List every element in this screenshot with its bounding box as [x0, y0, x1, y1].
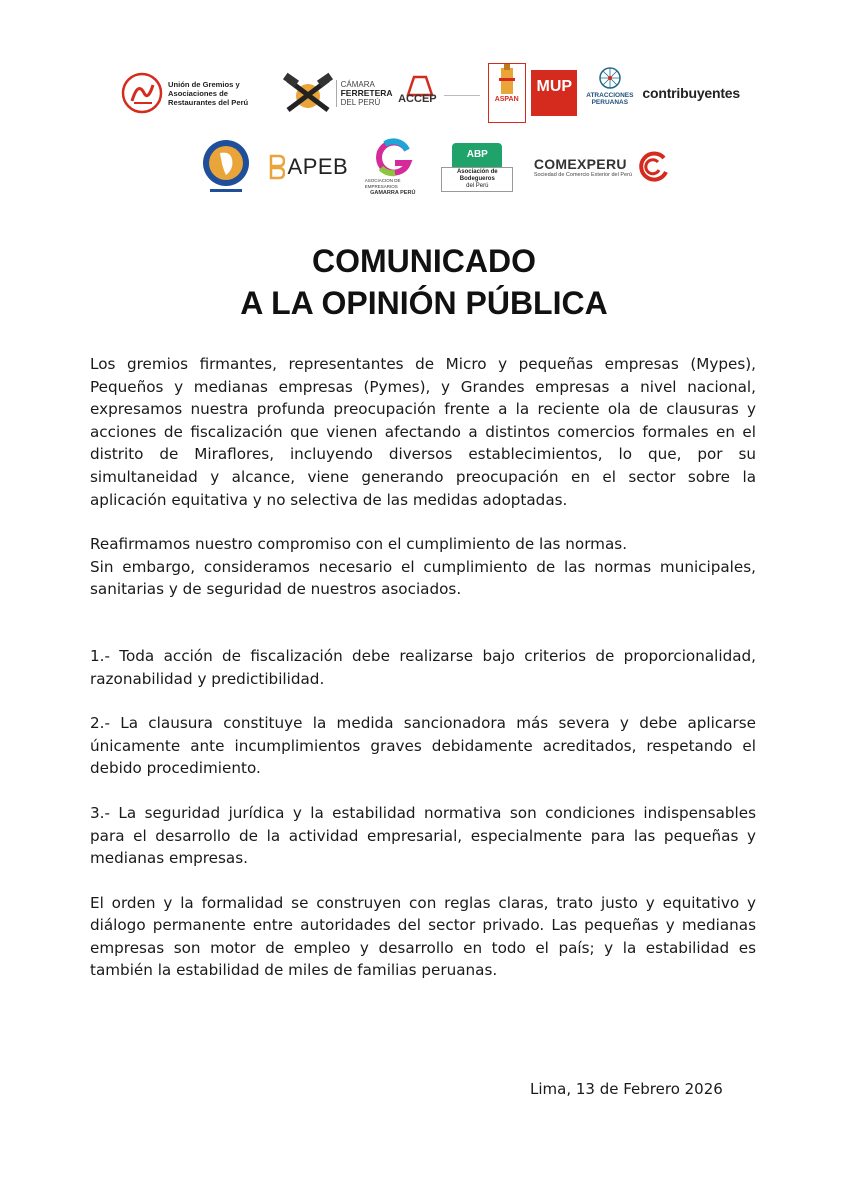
mup-block [531, 70, 577, 116]
accep-name: ACCEP [398, 93, 437, 105]
intro-paragraph: Los gremios firmantes, representantes de Micro y pequeñas empresas (Mypes), Pequeños y medianas empresas (Pymes), y Grandes empresas a nivel nacional, expresamos nuestra profunda preocupación frente a la reciente ola de clausuras y acciones de fiscalización que vienen afectando a distintos comercios formales en el distrito de Miraflores, incluyendo diversos establecimientos, lo que, por su simultaneidad y alcance, viene generando preocupación en el sector sobre la aplicación equitativa y no selectiva de las medidas adoptadas. [90, 355, 756, 509]
page-title [0, 240, 848, 324]
apeb-mark-icon [269, 154, 285, 180]
spacer [90, 601, 756, 645]
sin-embargo-paragraph: Sin embargo, consideramos necesario el cumplimiento de las normas municipales, sanitarias y de seguridad de nuestros asociados. [90, 557, 756, 599]
camara-line2: FERRETERA [340, 87, 393, 98]
comexperu-name: COMEXPERU [533, 156, 627, 172]
aspan-tower-icon [495, 64, 519, 96]
gamarra-line2: GAMARRA PERÚ [370, 190, 416, 196]
gremios-restaurantes-logo [120, 71, 276, 115]
atracciones-logo [583, 66, 637, 120]
comexperu-subtitle: Sociedad de Comercio Exterior del Perú [533, 172, 632, 178]
spacer [90, 511, 756, 533]
logos-row-bottom [200, 132, 670, 202]
spacer [90, 780, 756, 802]
spacer [90, 870, 756, 892]
bodegueros-line2: del Perú [466, 182, 489, 189]
title-line2: A LA OPINIÓN PÚBLICA [240, 285, 608, 321]
accep-wrap [398, 73, 482, 113]
title-line1: COMUNICADO [312, 243, 536, 279]
contribuyentes-name: contribuyentes [642, 85, 740, 101]
gamarra-logo [365, 138, 421, 196]
date-line: Lima, 13 de Febrero 2026 [530, 1080, 723, 1098]
gremios-emblem-icon [120, 71, 164, 115]
apeb-logo [269, 154, 349, 180]
bodegueros-line1: Asociación de Bodegueros [456, 168, 498, 182]
accep-logo [398, 73, 482, 113]
atracciones-line1: ATRACCIONES [586, 92, 634, 99]
point-1: 1.- Toda acción de fiscalización debe realizarse bajo criterios de proporcionalidad, razonabilidad y predictibilidad. [90, 646, 756, 688]
reafirmamos-paragraph: Reafirmamos nuestro compromiso con el cumplimiento de las normas. [90, 535, 628, 554]
spacer [90, 690, 756, 712]
accep-subtitle-rule [444, 95, 480, 106]
camara-line1: CÁMARA [340, 79, 375, 89]
atracciones-line2: PERUANAS [591, 99, 629, 106]
mup-logo [531, 70, 577, 116]
gamarra-line1: ASOCIACION DE EMPRESARIOS [364, 178, 401, 189]
point-2: 2.- La clausura constituye la medida sancionadora más severa y debe aplicarse únicamente ante incumplimientos graves debidamente acreditados, respetando el debido procedimiento. [90, 714, 756, 778]
comexperu-text [534, 156, 632, 178]
gamarra-wrap [365, 138, 421, 196]
contribuyentes-logo [642, 85, 740, 101]
point-3: 3.- La seguridad jurídica y la estabilidad normativa son condiciones indispensables para el desarrollo de la actividad empresarial, especialmente para las pequeñas y medianas empresas. [90, 803, 756, 868]
comexperu-swirl-icon [636, 150, 670, 184]
ahora-peru-logo [200, 137, 252, 197]
gremios-restaurantes-name: Unión de Gremios y Asociaciones de Restaurantes del Perú [168, 79, 249, 107]
aspan-frame [488, 63, 526, 123]
gamarra-g-icon [373, 138, 413, 178]
atracciones-wrap [583, 66, 637, 120]
camara-ferretera-logo [282, 72, 393, 114]
aspan-logo [488, 63, 526, 123]
closing-paragraph: El orden y la formalidad se construyen con reglas claras, trato justo y equitativo y diálogo permanente entre autoridades del sector privado. Las pequeñas y medianas empresas son motor de empleo y desarrollo en todo el país; y la estabilidad es también la estabilidad de miles de familias peruanas. [90, 893, 756, 980]
bodegueros-wrap [437, 143, 517, 192]
abp-name: ABP [466, 149, 488, 160]
bodegueros-caption [441, 167, 513, 192]
camara-line3: DEL PERÚ [340, 97, 381, 107]
apeb-name: APEB [287, 154, 349, 179]
ferris-wheel-icon [595, 66, 625, 92]
crossed-hammers-icon [282, 72, 334, 114]
camara-ferretera-text [336, 80, 393, 107]
bodegueros-store-icon [452, 143, 502, 167]
document-body [90, 353, 756, 982]
bodegueros-logo [437, 143, 517, 192]
ahora-peru-seal-icon [200, 137, 252, 197]
comexperu-logo [534, 150, 670, 184]
aspan-name: ASPAN [494, 96, 519, 103]
logos-row-top [120, 62, 740, 124]
mup-name: MUP [536, 78, 573, 95]
